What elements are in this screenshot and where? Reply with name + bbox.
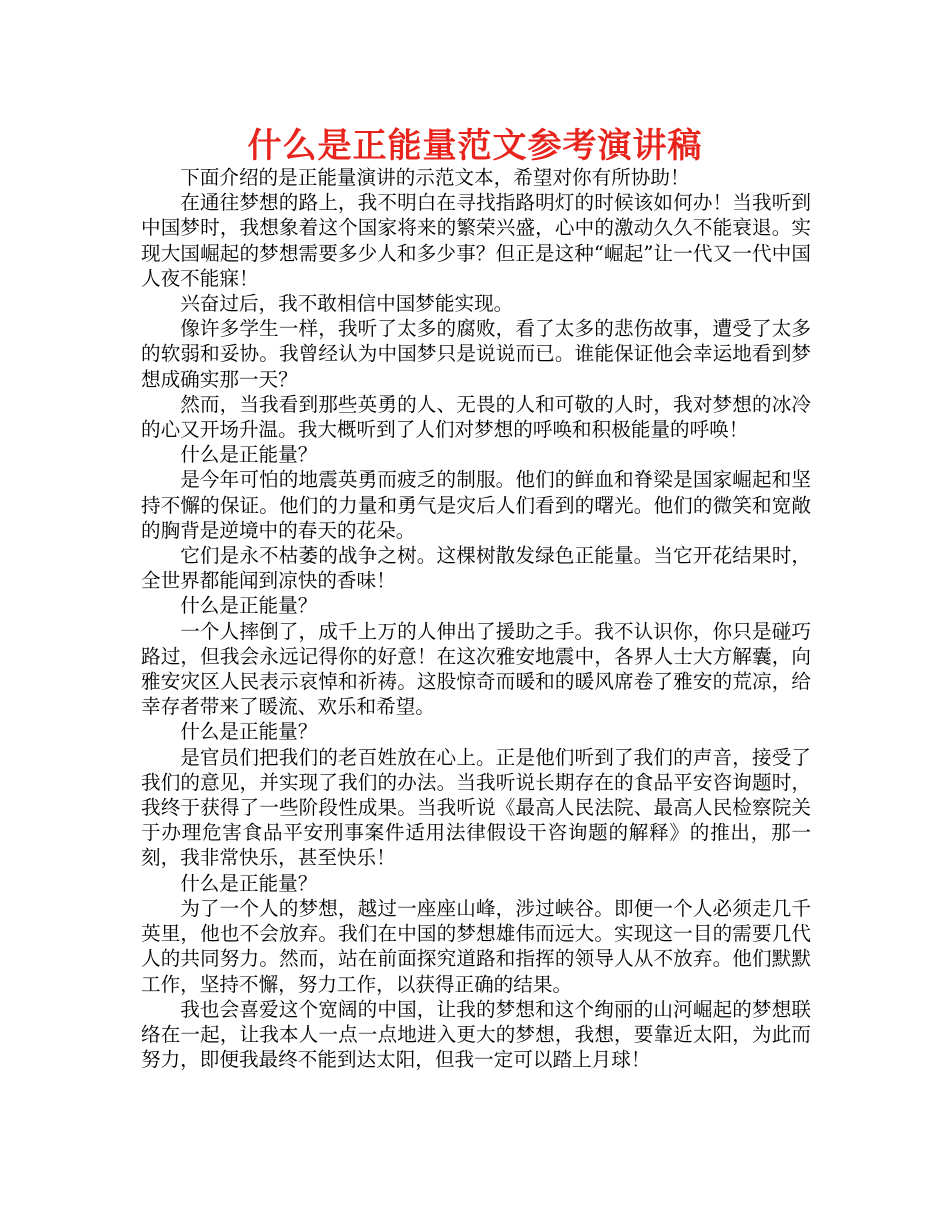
paragraph: 它们是永不枯萎的战争之树。这棵树散发绿色正能量。当它开花结果时，全世界都能闻到凉快的香味！ (141, 544, 811, 593)
paragraph-closing: 我也会喜爱这个宽阔的中国，让我的梦想和这个绚丽的山河崛起的梦想联络在一起，让我本人一点一点地进入更大的梦想，我想，要靠近太阳，为此而努力，即便我最终不能到达太阳，但我一定可以踏上月球！ (141, 997, 811, 1072)
paragraph-intro: 下面介绍的是正能量演讲的示范文本，希望对你有所协助！ (180, 166, 690, 189)
question-heading: 什么是正能量？ (180, 720, 318, 744)
question-heading: 什么是正能量？ (180, 594, 318, 618)
question-heading: 什么是正能量？ (180, 871, 318, 895)
paragraph: 一个人摔倒了，成千上万的人伸出了援助之手。我不认识你，你只是碰巧路过，但我会永远记得你的好意！在这次雅安地震中，各界人士大方解囊，向雅安灾区人民表示哀悼和祈祷。这股惊奇而暖和的暖风席卷了雅安的荒凉，给幸存者带来了暖流、欢乐和希望。 (141, 619, 811, 719)
paragraph: 然而，当我看到那些英勇的人、无畏的人和可敬的人时，我对梦想的冰冷的心又开场升温。我大概听到了人们对梦想的呼唤和积极能量的呼唤！ (141, 392, 811, 442)
paragraph: 是官员们把我们的老百姓放在心上。正是他们听到了我们的声音，接受了我们的意见，并实现了我们的办法。当我听说长期存在的食品平安咨询题时，我终于获得了一些阶段性成果。当我听说《最高人民法院、最高人民检察院关于办理危害食品平安刑事案件适用法律假设干咨询题的解释》的推出，那一刻，我非常快乐，甚至快乐！ (141, 745, 811, 870)
paragraph: 兴奋过后，我不敢相信中国梦能实现。 (180, 292, 514, 316)
document-title: 什么是正能量范文参考演讲稿 (247, 126, 703, 166)
paragraph: 为了一个人的梦想，越过一座座山峰，涉过峡谷。即便一个人必须走几千英里，他也不会放弃。我们在中国的梦想雄伟而远大。实现这一目的需要几代人的共同努力。然而，站在前面探究道路和指挥的领导人从不放弃。他们默默工作，坚持不懈，努力工作，以获得正确的结果。 (141, 896, 811, 996)
paragraph: 是今年可怕的地震英勇而疲乏的制服。他们的鲜血和脊梁是国家崛起和坚持不懈的保证。他们的力量和勇气是灾后人们看到的曙光。他们的微笑和宽敞的胸背是逆境中的春天的花朵。 (141, 468, 811, 542)
document-body (141, 165, 811, 1072)
paragraph: 在通往梦想的路上，我不明白在寻找指路明灯的时候该如何办！当我听到中国梦时，我想象着这个国家将来的繁荣兴盛，心中的激动久久不能衰退。实现大国崛起的梦想需要多少人和多少事？但正是这种“崛起”让一代又一代中国人夜不能寐！ (141, 191, 811, 290)
paragraph: 像许多学生一样，我听了太多的腐败，看了太多的悲伤故事，遭受了太多的软弱和妥协。我曾经认为中国梦只是说说而已。谁能保证他会幸运地看到梦想成确实那一天？ (141, 317, 811, 391)
question-heading: 什么是正能量？ (180, 443, 318, 467)
